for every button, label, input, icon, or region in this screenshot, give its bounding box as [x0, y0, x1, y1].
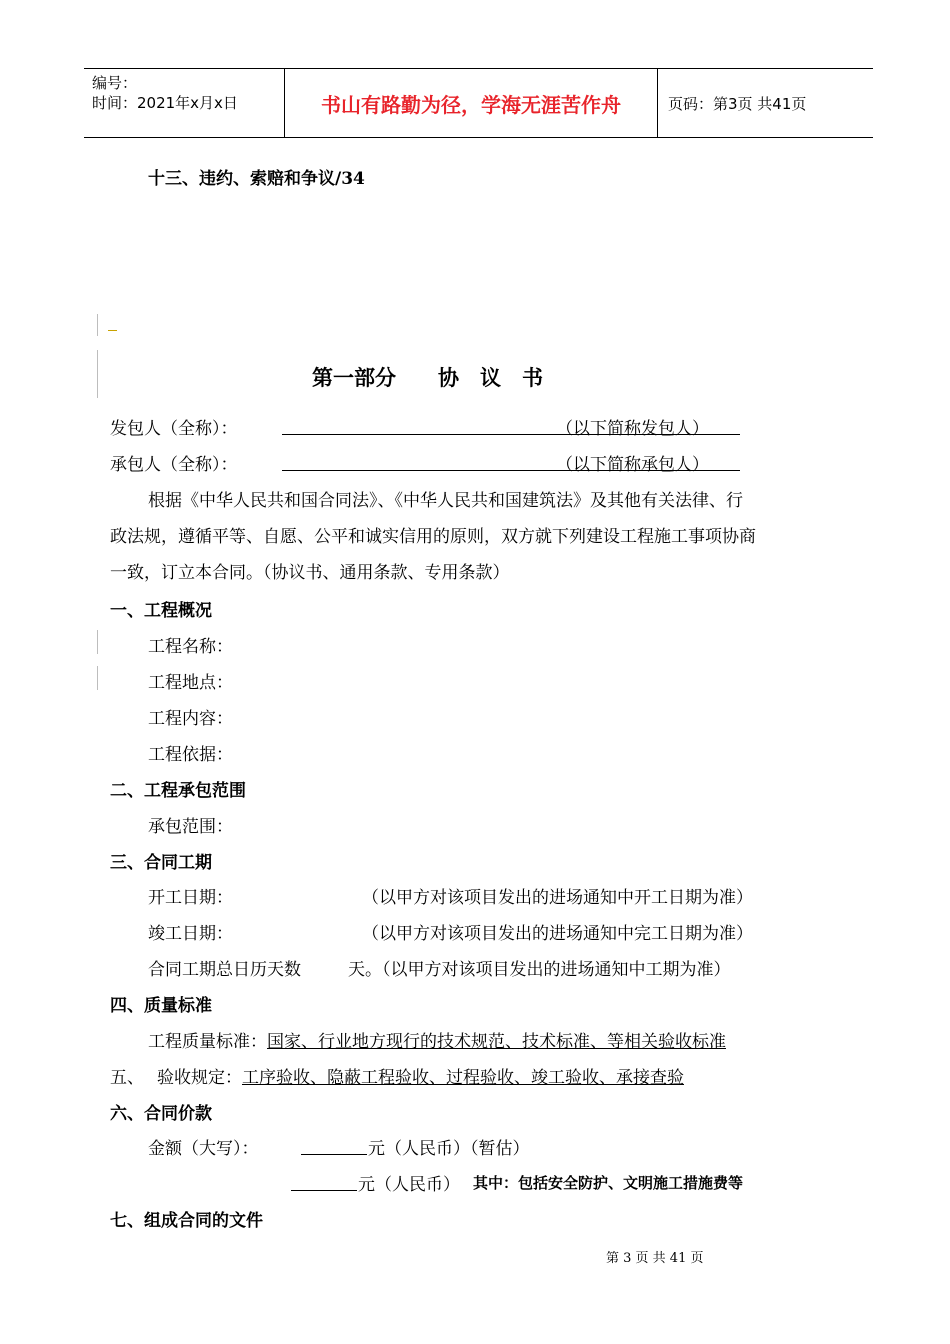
amount2-unit: 元（人民币）	[358, 1175, 460, 1195]
employer-note: （以下简称发包人）	[556, 419, 709, 439]
header-page: 页码：第3页 共41页	[668, 94, 807, 113]
header-divider	[284, 69, 285, 137]
scope-label: 承包范围：	[148, 817, 233, 837]
intro-line: 政法规，遵循平等、自愿、公平和诚实信用的原则，双方就下列建设工程施工事项协商	[110, 527, 756, 547]
intro-line: 根据《中华人民共和国合同法》、《中华人民共和国建筑法》及其他有关法律、行	[148, 491, 743, 511]
section-title: 三、合同工期	[110, 853, 212, 873]
header-meta	[92, 73, 238, 113]
part-title: 第一部分 协 议 书	[312, 365, 543, 390]
section-title: 四、质量标准	[110, 996, 212, 1016]
total-days-label: 合同工期总日历天数	[148, 960, 301, 980]
intro-line: 一致，订立本合同。（协议书、通用条款、专用条款）	[110, 563, 510, 583]
project-name-label: 工程名称：	[148, 637, 233, 657]
margin-mark	[97, 350, 98, 398]
margin-mark	[97, 630, 98, 654]
section-title: 七、组成合同的文件	[110, 1211, 263, 1231]
project-location-label: 工程地点：	[148, 673, 233, 693]
cursor-mark	[108, 330, 117, 331]
quality-label: 工程质量标准：	[148, 1032, 267, 1052]
header-motto: 书山有路勤为径，学海无涯苦作舟	[321, 92, 621, 117]
margin-mark	[97, 666, 98, 690]
acceptance-value: 工序验收、隐蔽工程验收、过程验收、竣工验收、承接查验	[242, 1068, 684, 1088]
project-content-label: 工程内容：	[148, 709, 233, 729]
section-title: 五、	[110, 1068, 144, 1088]
amount2-blank	[291, 1190, 357, 1191]
start-date-note: （以甲方对该项目发出的进场通知中开工日期为准）	[362, 888, 753, 908]
margin-mark	[97, 314, 98, 336]
acceptance-rule	[157, 1063, 684, 1088]
header-time: 时间：2021年x月x日	[92, 94, 238, 112]
quality-value: 国家、行业地方现行的技术规范、技术标准、等相关验收标准	[267, 1032, 726, 1052]
section-title: 六、合同价款	[110, 1104, 212, 1124]
header-divider	[657, 69, 658, 137]
contractor-label: 承包人（全称）：	[110, 455, 238, 475]
project-basis-label: 工程依据：	[148, 745, 233, 765]
amount-unit: 元（人民币）（暂估）	[368, 1139, 530, 1159]
footer-page: 第 3 页 共 41 页	[606, 1251, 704, 1266]
amount-label: 金额（大写）：	[148, 1139, 259, 1159]
end-date-label: 竣工日期：	[148, 924, 233, 944]
section-title: 二、工程承包范围	[110, 781, 246, 801]
toc-line: 十三、违约、索赔和争议/34	[148, 169, 365, 189]
page-header	[84, 68, 873, 138]
section-title: 一、工程概况	[110, 601, 212, 621]
quality-standard	[148, 1027, 726, 1052]
end-date-note: （以甲方对该项目发出的进场通知中完工日期为准）	[362, 924, 753, 944]
employer-label: 发包人（全称）：	[110, 419, 238, 439]
acceptance-label: 验收规定：	[157, 1068, 242, 1088]
start-date-label: 开工日期：	[148, 888, 233, 908]
total-days-note: 天。（以甲方对该项目发出的进场通知中工期为准）	[348, 960, 731, 980]
contractor-note: （以下简称承包人）	[556, 455, 709, 475]
header-number: 编号：	[92, 74, 138, 92]
amount-blank	[301, 1154, 367, 1155]
amount2-note: 其中：包括安全防护、文明施工措施费等	[473, 1174, 744, 1192]
